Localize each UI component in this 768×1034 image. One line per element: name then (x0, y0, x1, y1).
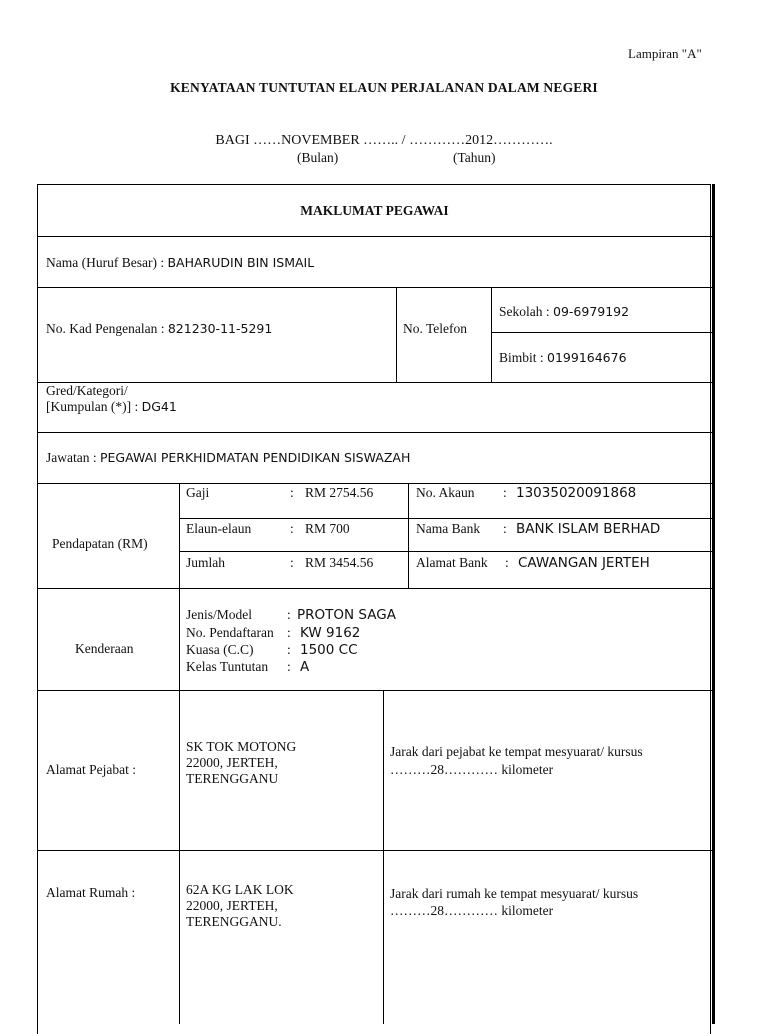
row-divider (37, 850, 712, 851)
gaji-value: RM 2754.56 (305, 485, 374, 500)
col-divider (383, 690, 384, 1024)
sekolah-label: Sekolah : (499, 304, 550, 319)
alamat-bank-label: Alamat Bank (416, 555, 488, 570)
alamat-pejabat-address: SK TOK MOTONG 22000, JERTEH, TERENGGANU (186, 739, 297, 786)
elaun-value: RM 700 (305, 521, 350, 536)
gred-label-line2: [Kumpulan (*)] : (46, 399, 139, 414)
row-divider (37, 690, 712, 691)
pendapatan-label: Pendapatan (RM) (52, 536, 148, 551)
jenis-model-label: Jenis/Model (186, 607, 252, 622)
row-divider (37, 287, 712, 288)
telefon-bimbit-field (499, 350, 627, 366)
bulan-label: (Bulan) (297, 150, 339, 165)
table-shadow-border (712, 184, 715, 1024)
row-divider (37, 382, 712, 383)
col-divider (491, 287, 492, 382)
nama-bank-sep: : (503, 521, 507, 536)
row-divider (37, 432, 712, 433)
nama-label: Nama (Huruf Besar) : (46, 255, 165, 270)
col-divider (396, 287, 397, 382)
row-divider (491, 332, 712, 333)
jawatan-field (46, 450, 410, 466)
lampiran-label: Lampiran "A" (628, 46, 702, 61)
telefon-sekolah-field (499, 304, 629, 320)
jenis-model-sep: : (287, 607, 291, 622)
nama-value: BAHARUDIN BIN ISMAIL (167, 255, 315, 270)
alamat-rumah-address: 62A KG LAK LOK 22000, JERTEH, TERENGGANU. (186, 882, 294, 929)
jumlah-sep: : (290, 555, 294, 570)
alamat-rumah-label: Alamat Rumah : (46, 885, 136, 900)
kad-label: No. Kad Pengenalan : (46, 321, 165, 336)
jarak-pejabat-value: ………28………… kilometer (390, 762, 554, 777)
row-divider (37, 588, 712, 589)
alamat-pejabat-label: Alamat Pejabat : (46, 762, 136, 777)
section-title: MAKLUMAT PEGAWAI (300, 203, 449, 218)
sekolah-value: 09-6979192 (553, 304, 630, 319)
no-akaun-value: 13035020091868 (516, 485, 637, 501)
form-title: KENYATAAN TUNTUTAN ELAUN PERJALANAN DALAM NEGERI (170, 80, 598, 95)
no-pendaftaran-value: KW 9162 (300, 625, 361, 641)
jarak-rumah-value: ………28………… kilometer (390, 903, 554, 918)
kelas-tuntutan-value: A (300, 659, 310, 675)
kad-value: 821230-11-5291 (167, 321, 273, 336)
row-divider (37, 236, 712, 237)
gred-field (46, 399, 177, 415)
bagi-line: BAGI ……NOVEMBER …….. / …………2012…………. (215, 133, 553, 148)
gred-label-line1: Gred/Kategori/ (46, 383, 128, 398)
bimbit-value: 0199164676 (547, 350, 627, 365)
no-akaun-label: No. Akaun (416, 485, 475, 500)
kad-pengenalan-field (46, 321, 272, 337)
jumlah-value: RM 3454.56 (305, 555, 374, 570)
telefon-label: No. Telefon (403, 321, 468, 336)
kelas-tuntutan-label: Kelas Tuntutan (186, 659, 269, 674)
jawatan-label: Jawatan : (46, 450, 97, 465)
alamat-bank-value: CAWANGAN JERTEH (518, 555, 650, 571)
jawatan-value: PEGAWAI PERKHIDMATAN PENDIDIKAN SISWAZAH (99, 450, 411, 465)
row-divider (37, 483, 712, 484)
bimbit-label: Bimbit : (499, 350, 544, 365)
row-divider (179, 518, 712, 519)
kelas-tuntutan-sep: : (287, 659, 291, 674)
jarak-rumah-text: Jarak dari rumah ke tempat mesyuarat/ kursus (390, 886, 639, 901)
jenis-model-value: PROTON SAGA (297, 607, 396, 623)
kuasa-sep: : (287, 642, 291, 657)
nama-bank-value: BANK ISLAM BERHAD (516, 521, 661, 537)
jarak-pejabat-text: Jarak dari pejabat ke tempat mesyuarat/ kursus (390, 744, 643, 759)
no-pendaftaran-sep: : (287, 625, 291, 640)
kuasa-label: Kuasa (C.C) (186, 642, 254, 657)
no-pendaftaran-label: No. Pendaftaran (186, 625, 274, 640)
gred-value: DG41 (141, 399, 177, 414)
gaji-sep: : (290, 485, 294, 500)
elaun-sep: : (290, 521, 294, 536)
jumlah-label: Jumlah (186, 555, 225, 570)
gaji-label: Gaji (186, 485, 210, 500)
kenderaan-label: Kenderaan (75, 641, 134, 656)
nama-field (46, 255, 314, 271)
elaun-label: Elaun-elaun (186, 521, 252, 536)
alamat-bank-sep: : (505, 555, 509, 570)
kuasa-value: 1500 CC (300, 642, 358, 658)
col-divider (408, 483, 409, 588)
row-divider (179, 551, 712, 552)
nama-bank-label: Nama Bank (416, 521, 481, 536)
col-divider (179, 483, 180, 1024)
tahun-label: (Tahun) (453, 150, 496, 165)
no-akaun-sep: : (503, 485, 507, 500)
